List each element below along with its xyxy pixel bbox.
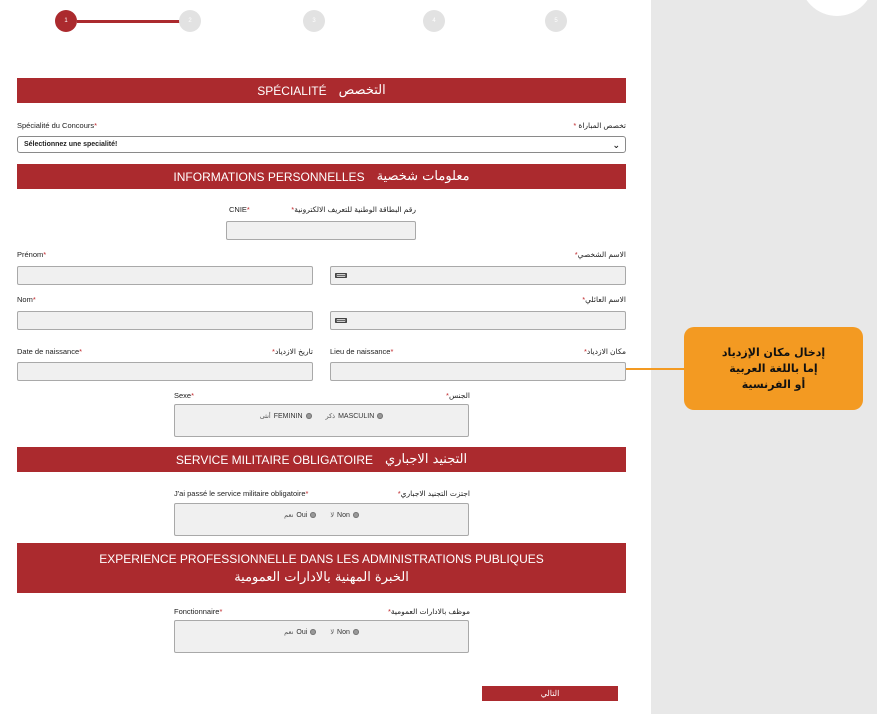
prenom-label-fr: Prénom* [17, 250, 47, 259]
radio-button[interactable] [353, 512, 359, 518]
callout-line-1: إدخال مكان الإزدياد [721, 345, 826, 359]
section-title-ar: معلومات شخصية [376, 169, 470, 184]
step-2[interactable]: 2 [179, 10, 201, 32]
section-header-personal [17, 164, 626, 189]
lieu-naissance-input[interactable] [330, 362, 626, 381]
nom-ar-input[interactable] [330, 311, 626, 330]
cnie-input[interactable] [226, 221, 416, 240]
service-militaire-radio-group [174, 503, 469, 536]
step-5[interactable]: 5 [545, 10, 567, 32]
keyboard-icon[interactable] [335, 273, 347, 278]
stepper-progress-line [77, 20, 185, 23]
step-4[interactable]: 4 [423, 10, 445, 32]
service-militaire-label-fr: J'ai passé le service militaire obligatoire* [174, 489, 309, 498]
next-button[interactable]: التالي [482, 686, 618, 701]
section-title-ar: الخبرة المهنية بالادارات العمومية [234, 569, 409, 585]
prenom-input[interactable] [17, 266, 313, 285]
service-militaire-label-ar: اجتزت التجنيد الاجباري* [397, 489, 470, 498]
prenom-label-ar: الاسم الشخصي* [574, 250, 626, 259]
chevron-down-icon: ⌄ [612, 140, 620, 150]
sexe-label-ar: الجنس* [446, 391, 470, 400]
nom-label-fr: Nom* [17, 295, 36, 304]
specialite-select-value: Sélectionnez une specialité! [24, 141, 118, 148]
callout-pointer-line [626, 368, 686, 370]
fonctionnaire-label-fr: Fonctionnaire* [174, 607, 223, 616]
radio-button[interactable] [310, 629, 316, 635]
specialite-select[interactable] [17, 136, 626, 153]
cnie-label-ar: رقم البطاقة الوطنية للتعريف الالكترونية* [291, 205, 416, 214]
section-header-military [17, 447, 626, 472]
service-militaire-option-non[interactable]: لا Non [330, 511, 359, 519]
fonctionnaire-radio-group [174, 620, 469, 653]
annotation-callout [684, 327, 863, 410]
specialite-label-ar: تخصص المباراة * [573, 121, 626, 130]
date-naissance-label-ar: تاريخ الازدياد* [272, 347, 313, 356]
sexe-option-masculin[interactable]: ذكر MASCULIN [326, 412, 384, 420]
radio-button[interactable] [306, 413, 312, 419]
cnie-label-fr: CNIE* [229, 205, 250, 214]
radio-button[interactable] [377, 413, 383, 419]
nom-input[interactable] [17, 311, 313, 330]
nom-label-ar: الاسم العائلي* [582, 295, 626, 304]
lieu-naissance-label-ar: مكان الازدياد* [584, 347, 626, 356]
keyboard-icon[interactable] [335, 318, 347, 323]
section-title-ar: التجنيد الاجباري [385, 452, 468, 467]
section-title-fr: SPÉCIALITÉ [257, 83, 327, 98]
date-naissance-input[interactable] [17, 362, 313, 381]
callout-line-3: أو الفرنسية [741, 377, 806, 391]
callout-line-2: إما باللغة العربية [729, 361, 818, 375]
section-title-fr: INFORMATIONS PERSONNELLES [173, 169, 365, 184]
sexe-label-fr: Sexe* [174, 391, 195, 400]
section-title-fr: EXPERIENCE PROFESSIONNELLE DANS LES ADMINISTRATIONS PUBLIQUES [99, 551, 544, 566]
radio-button[interactable] [353, 629, 359, 635]
step-3[interactable]: 3 [303, 10, 325, 32]
prenom-ar-input[interactable] [330, 266, 626, 285]
service-militaire-option-oui[interactable]: نعم Oui [284, 511, 316, 519]
specialite-label-fr: Spécialité du Concours* [17, 121, 98, 130]
step-1[interactable]: 1 [55, 10, 77, 32]
sexe-radio-group [174, 404, 469, 437]
date-naissance-label-fr: Date de naissance* [17, 347, 83, 356]
section-header-experience [17, 543, 626, 593]
section-title-fr: SERVICE MILITAIRE OBLIGATOIRE [175, 452, 374, 467]
sexe-option-feminin[interactable]: أنثى FEMININ [260, 412, 312, 420]
radio-button[interactable] [310, 512, 316, 518]
fonctionnaire-option-oui[interactable]: نعم Oui [284, 628, 316, 636]
fonctionnaire-option-non[interactable]: لا Non [330, 628, 359, 636]
fonctionnaire-label-ar: موظف بالادارات العمومية* [387, 607, 470, 616]
section-title-ar: التخصص [338, 83, 386, 98]
section-header-specialite [17, 78, 626, 103]
lieu-naissance-label-fr: Lieu de naissance* [330, 347, 394, 356]
